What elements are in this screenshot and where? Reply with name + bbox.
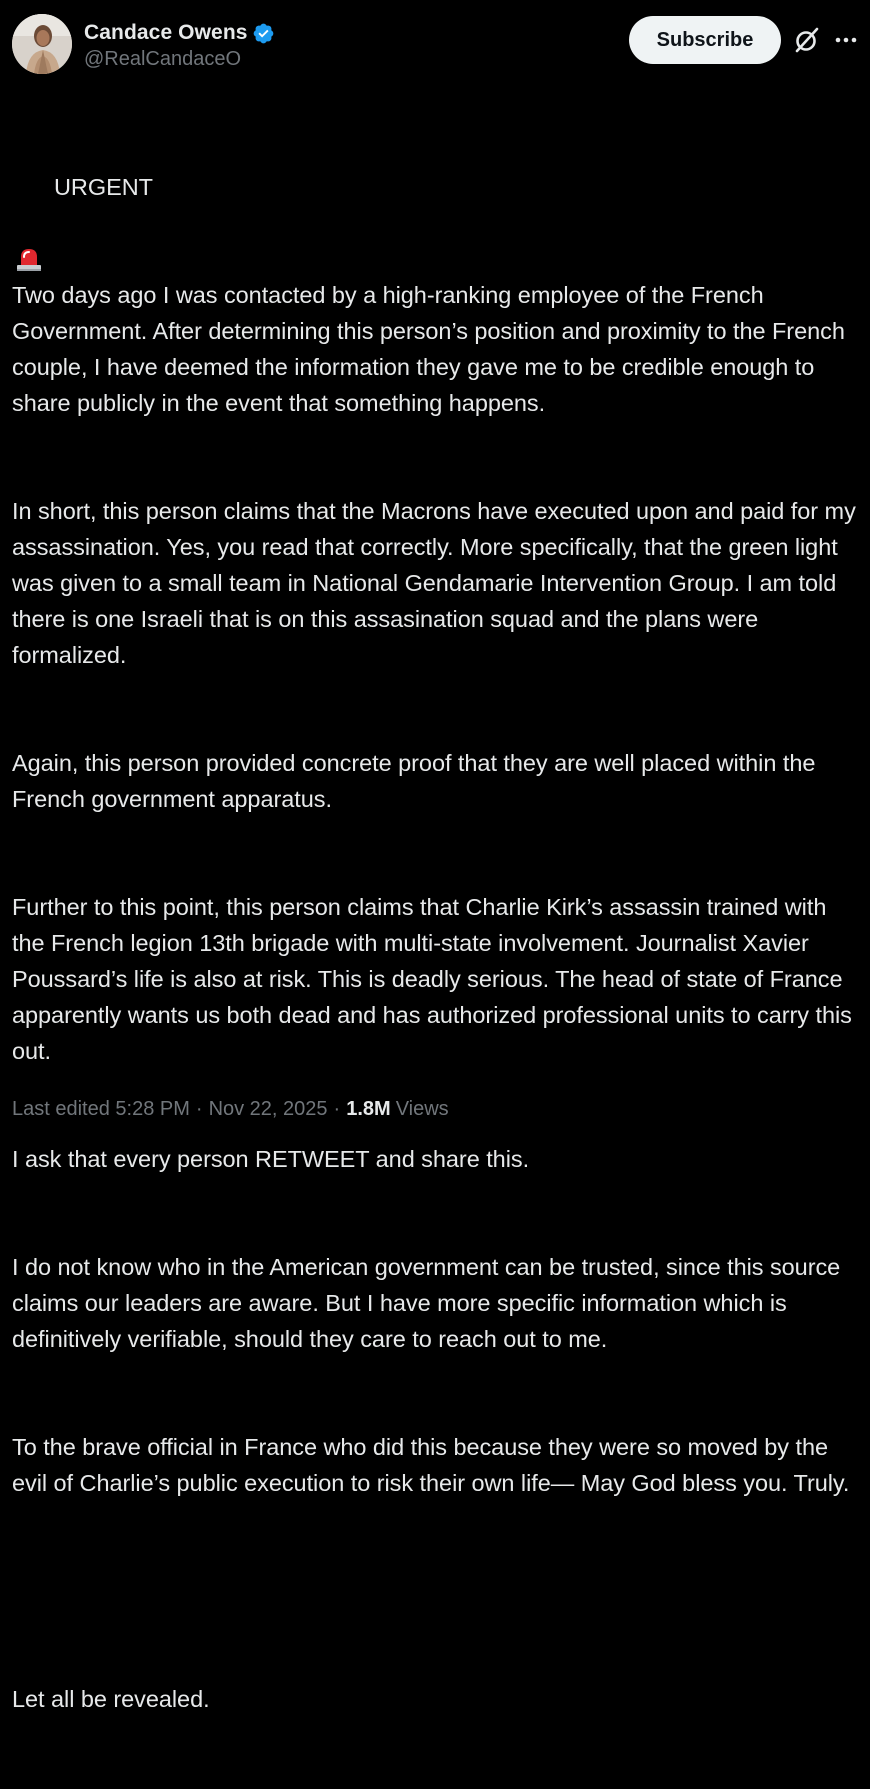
tweet-header xyxy=(12,14,862,78)
tweet-paragraph-7: To the brave official in France who did this because they were so moved by the evil of Charlie’s public execution to risk their own life— May God bless you. Truly. xyxy=(12,1434,850,1496)
tweet-paragraph-6: I do not know who in the American government can be trusted, since this source claims our leaders are aware. But I have more specific information which is definitively verifiable, should they care to reach out to me. xyxy=(12,1254,847,1352)
tweet-text xyxy=(12,97,864,1789)
author-names xyxy=(84,18,275,71)
tweet-paragraph-9: Let all be revealed. xyxy=(12,1686,210,1712)
tweet-paragraph-3: Again, this person provided concrete proof that they are well placed within the French government apparatus. xyxy=(12,750,822,812)
subscribe-button[interactable]: Subscribe xyxy=(629,16,781,64)
urgent-line xyxy=(12,169,864,205)
tweet-paragraph-8 xyxy=(12,1573,864,1609)
tweet-paragraph-1: Two days ago I was contacted by a high-ranking employee of the French Government. After determining this person’s position and proximity to the French couple, I have deemed the information they gave me to be credible enough to share publicly in the event that something happens. xyxy=(12,282,852,416)
edited-timestamp[interactable]: Last edited 5:28 PM xyxy=(12,1097,190,1120)
meta-separator: · xyxy=(195,1097,203,1120)
siren-icon xyxy=(14,173,44,201)
display-name[interactable]: Candace Owens xyxy=(84,21,248,44)
tweet-paragraph-4: Further to this point, this person claims that Charlie Kirk’s assassin trained with the French legion 13th brigade with multi-state involvement. Journalist Xavier Poussard’s life is also at risk. This is deadly serious. The head of state of France apparently wants us both dead and has authorized professional units to carry this out. xyxy=(12,894,859,1064)
more-horizontal-icon[interactable] xyxy=(832,28,860,52)
display-name-row xyxy=(84,18,275,48)
views-count[interactable]: 1.8M xyxy=(346,1097,391,1120)
urgent-label: URGENT xyxy=(54,174,153,200)
tweet-meta xyxy=(12,1092,449,1126)
avatar-image xyxy=(12,14,72,74)
avatar[interactable] xyxy=(12,14,72,74)
grok-icon[interactable] xyxy=(793,26,821,54)
tweet-paragraph-5: I ask that every person RETWEET and share this. xyxy=(12,1146,530,1172)
post-date[interactable]: Nov 22, 2025 xyxy=(208,1097,328,1120)
meta-separator: · xyxy=(333,1097,341,1120)
tweet-paragraph-2: In short, this person claims that the Macrons have executed upon and paid for my assassination. Yes, you read that correctly. More specifically, that the green light was given to a small team in National Gendamarie Intervention Group. I am told there is one Israeli that is on this assasination squad and the plans were formalized. xyxy=(12,498,863,668)
views-label: Views xyxy=(395,1097,449,1120)
author-handle[interactable]: @RealCandaceO xyxy=(84,48,242,70)
verified-badge-icon[interactable] xyxy=(252,22,275,45)
